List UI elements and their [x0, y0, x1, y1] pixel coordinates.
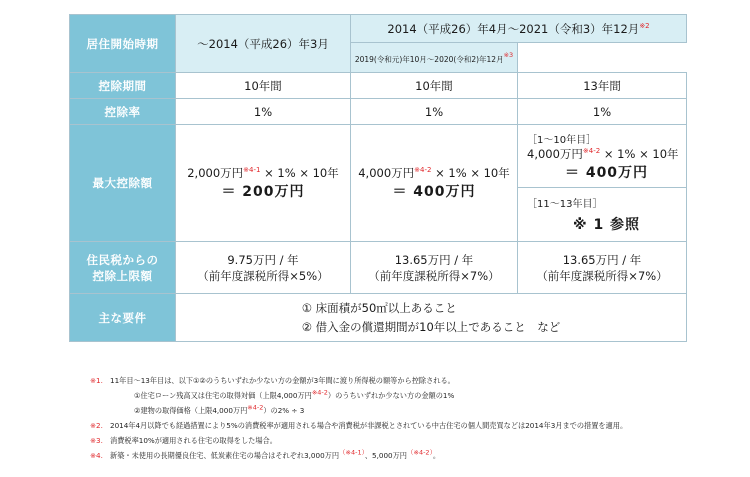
- header-main-requirements: 主な要件: [70, 294, 176, 342]
- col1-period: 10年間: [176, 73, 351, 99]
- footnote-4: ※4. 新築・未使用の長期優良住宅、低炭素住宅の場合はそれぞれ3,000万円（※4-1）、5,000万円（※4-2）。: [90, 448, 441, 460]
- col3-part1-label: ［1～10年目］: [527, 134, 597, 146]
- col2-resident-limit: 13.65万円 / 年 （前年度課税所得×7%）: [351, 242, 518, 294]
- col3-subheader-ref: ※3: [503, 50, 514, 59]
- col3-part2-label: ［11～13年目］: [527, 199, 603, 210]
- header-max-deduction: 最大控除額: [70, 125, 176, 242]
- footnote-1: ※1. 11年目～13年目は、以下①②のうちいずれか少ない方の金額が3年間に渡り所得税の額等から控除される。: [90, 376, 455, 385]
- header-resident-tax-limit: 住民税からの 控除上限額: [70, 242, 176, 294]
- footnote-1b: ②建物の取得価格（上限4,000万円※4-2）の2% ÷ 3: [134, 403, 305, 415]
- col3-max-deduction-part2: [518, 188, 687, 242]
- col1-rate: 1%: [176, 99, 351, 125]
- col1-max-deduction: [176, 125, 351, 242]
- header-deduction-rate: 控除率: [70, 99, 176, 125]
- col1-header: ～2014（平成26）年3月: [176, 15, 351, 73]
- col3-subheader: 2019(令和元)年10月～2020(令和2)年12月$^{※3}$: [351, 43, 518, 73]
- col3-part1-result: ＝ 400万円: [564, 164, 649, 181]
- footnote-3: ※3. 消費税率10%が適用される住宅の取得をした場合。: [90, 436, 277, 445]
- header-deduction-period: 控除期間: [70, 73, 176, 99]
- col1-max-result: ＝ 200万円: [221, 184, 305, 200]
- col2-max-formula: 4,000万円$^{※4-2}$ × 1% × 10年: [358, 166, 510, 180]
- requirement-item: ② 借入金の償還期間が10年以上であること など: [301, 319, 561, 334]
- col2-period: 10年間: [351, 73, 518, 99]
- col2-max-deduction: [351, 125, 518, 242]
- requirements-cell: [176, 294, 687, 342]
- col3-resident-limit: 13.65万円 / 年 （前年度課税所得×7%）: [518, 242, 687, 294]
- footnote-2: ※2. 2014年4月以降でも経過措置により5%の消費税率が適用される場合や消費税が非課税とされている中古住宅の個人間売買などは2014年3月までの措置を適用。: [90, 421, 628, 430]
- requirement-item: ① 床面積が50㎡以上あること: [301, 300, 457, 315]
- col1-resident-limit: 9.75万円 / 年 （前年度課税所得×5%）: [176, 242, 351, 294]
- requirements-list: [302, 299, 561, 337]
- footnotes: [90, 373, 730, 463]
- col2-header-ref: ※2: [639, 21, 650, 30]
- col3-max-deduction-part1: [518, 125, 687, 188]
- col3-part1-formula: 4,000万円$^{※4-2}$ × 1% × 10年: [527, 146, 679, 161]
- footnote-1a: ①住宅ローン残高又は住宅の取得対価（上限4,000万円※4-2）のうちいずれか少ない方の金額の1%: [134, 388, 455, 400]
- header-start-period: 居住開始時期: [70, 15, 176, 73]
- col2-rate: 1%: [351, 99, 518, 125]
- col1-max-formula: 2,000万円$^{※4-1}$ × 1% × 10年: [187, 166, 339, 180]
- col3-part2-result: ※ 1 参照: [572, 217, 641, 233]
- col3-rate: 1%: [518, 99, 687, 125]
- col3-period: 13年間: [518, 73, 687, 99]
- col2-max-result: ＝ 400万円: [392, 184, 476, 200]
- tax-deduction-table: [69, 14, 687, 342]
- col2-header: 2014（平成26）年4月～2021（令和3）年12月$^{※2}$: [351, 15, 687, 43]
